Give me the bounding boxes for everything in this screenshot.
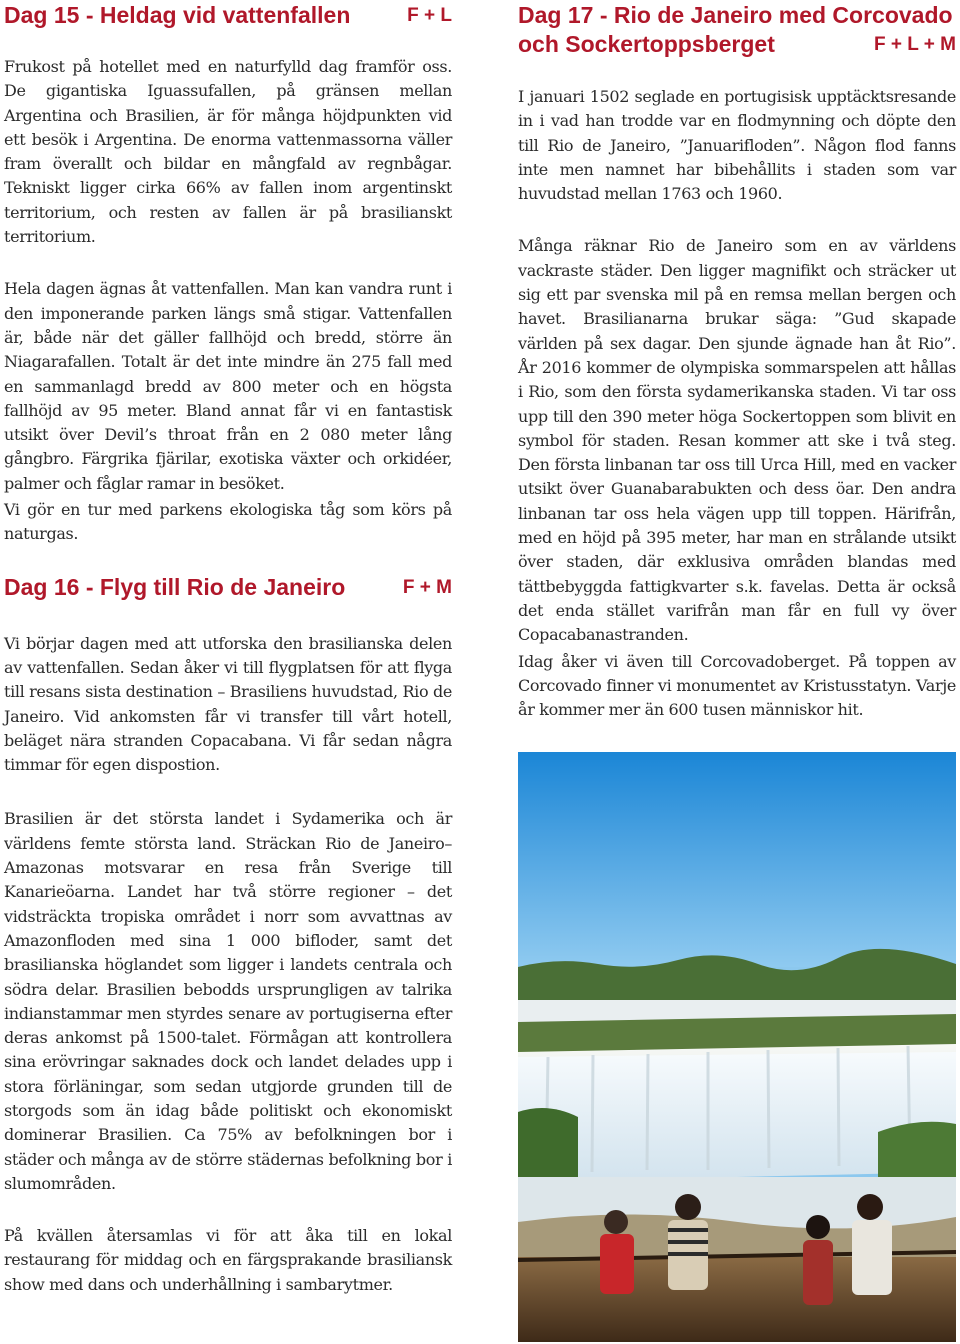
day17-title: - Rio de Janeiro med Corcovado och Sockertoppsberget (518, 2, 953, 57)
day16-paragraph-2: Brasilien är det största landet i Sydamerika och är världens femte största land. Sträckan Rio de Janeiro–Amazonas motsvarar en resa från Sverige till Kanarieöarna. Landet har två större regioner – det vidsträckta tropiska området i norr som avvattnas av Amazonfloden med sina 1 000 bifloder, samt det brasilianska höglandet som ligger i landets centrala och södra delar. Brasilien bebodds ursprungligen av talrika indianstammar men styrdes senare av portugiserna efter deras ankomst på 1500-talet. Förmågan att kontrollera sina erövringar saknades dock och landet delades upp i stora förläningar, som sedan utgjorde grunden till de storgods som än idag både politiskt och ekonomiskt dominerar Brasilien. Ca 75% av befolkningen bor i städer och många av de större städernas befolkning bor i slumområden. (4, 809, 452, 1193)
day15-paragraph-1: Frukost på hotellet med en naturfylld dag framför oss. De gigantiska Iguassufallen, på gränsen mellan Argentina och Brasilien, är för många höjdpunkten vid ett besök i Argentina. De enorma vattenmassorna väller fram överallt och bildar en mångfald av regnbågar. Tekniskt ligger cirka 66% av fallen inom argentinskt territorium, och resten av fallen är på brasilianskt territorium. (4, 57, 452, 247)
day15-heading (4, 1, 452, 30)
day17-paragraph-2: Många räknar Rio de Janeiro som en av världens vackraste städer. Den ligger magnifikt och sträcker ut sig ett par svenska mil på en remsa mellan bergen och havet. Brasilianarna brukar säga: ”Gud skapade världen på sex dagar. Den sjunde ägnade han åt Rio”. År 2016 kommer de olympiska sommarspelen att hållas i Rio, som den första sydamerikanska staden. Vi tar oss upp till den 390 meter höga Sockertoppen som blivit en symbol för staden. Resan kommer att ske i två steg. Den första linbanan tar oss till Urca Hill, med en vacker utsikt över Guanabarabukten och dess öar. Den andra linbanan tar oss hela vägen upp till toppen. Härifrån, med en höjd på 395 meter, har man en strålande utsikt över staden, där exklusiva områden blandas med tättbebyggda fattigkvarter s.k. favelas. Detta är också det enda stället varifrån man får en full vy över Copacabanastranden. (518, 236, 956, 645)
day15-title: - Heldag vid vattenfallen (79, 2, 351, 28)
waterfall-photo (518, 752, 956, 1342)
day15-label: Dag 15 (4, 2, 80, 28)
day17-label: Dag 17 (518, 2, 594, 28)
day16-heading (4, 573, 452, 602)
left-column (4, 0, 452, 1297)
day17-paragraph-3: Idag åker vi även till Corcovadoberget. På toppen av Corcovado finner vi monumentet av Kristusstatyn. Varje år kommer mer än 600 tusen människor hit. (518, 651, 956, 720)
day17-meals: F + L + M (873, 34, 956, 55)
day16-paragraph-1: Vi börjar dagen med att utforska den brasilianska delen av vattenfallen. Sedan åker vi till flygplatsen för att flyga till resans sista destination – Brasiliens huvudstad, Rio de Janeiro. Vid ankomsten får vi transfer till vårt hotell, beläget nära stranden Copacabana. Vi får sedan några timmar för egen dispostion. (4, 633, 452, 775)
day17-heading (518, 1, 956, 59)
waterfall-scene-icon (518, 752, 956, 1342)
right-column (518, 0, 956, 722)
day16-title: - Flyg till Rio de Janeiro (79, 573, 346, 600)
day16-meals: F + M (402, 576, 452, 598)
day15-paragraph-2: Hela dagen ägnas åt vattenfallen. Man kan vandra runt i den imponerande parken längs små stigar. Vattenfallen är, både när det gäller fallhöjd och bredd, större än Niagarafallen. Totalt är det inte mindre än 275 fall med en sammanlagd bredd av 800 meter och en högsta fallhöjd av 95 meter. Bland annat får vi en fantastisk utsikt över Devil’s throat från en 2 080 meter lång gångbro. Färgrika fjärilar, exotiska växter och orkidéer, palmer och fåglar ramar in besöket. (4, 279, 452, 493)
day17-paragraph-1: I januari 1502 seglade en portugisisk upptäcktsresande in i vad han trodde var en flodmynning och döpte den till Rio de Janeiro, ”Januarifloden”. Någon flod fanns inte men namnet har bibehållits i staden som var huvudstad mellan 1763 och 1960. (518, 87, 956, 204)
day15-meals: F + L (407, 5, 452, 26)
day16-paragraph-3: På kvällen återsamlas vi för att åka till en lokal restaurang för middag och en färgsprakande brasiliansk show med dans och underhållning i sambarytmer. (4, 1226, 452, 1294)
day16-label: Dag 16 (4, 573, 80, 600)
day15-paragraph-3: Vi gör en tur med parkens ekologiska tåg som körs på naturgas. (4, 500, 452, 544)
